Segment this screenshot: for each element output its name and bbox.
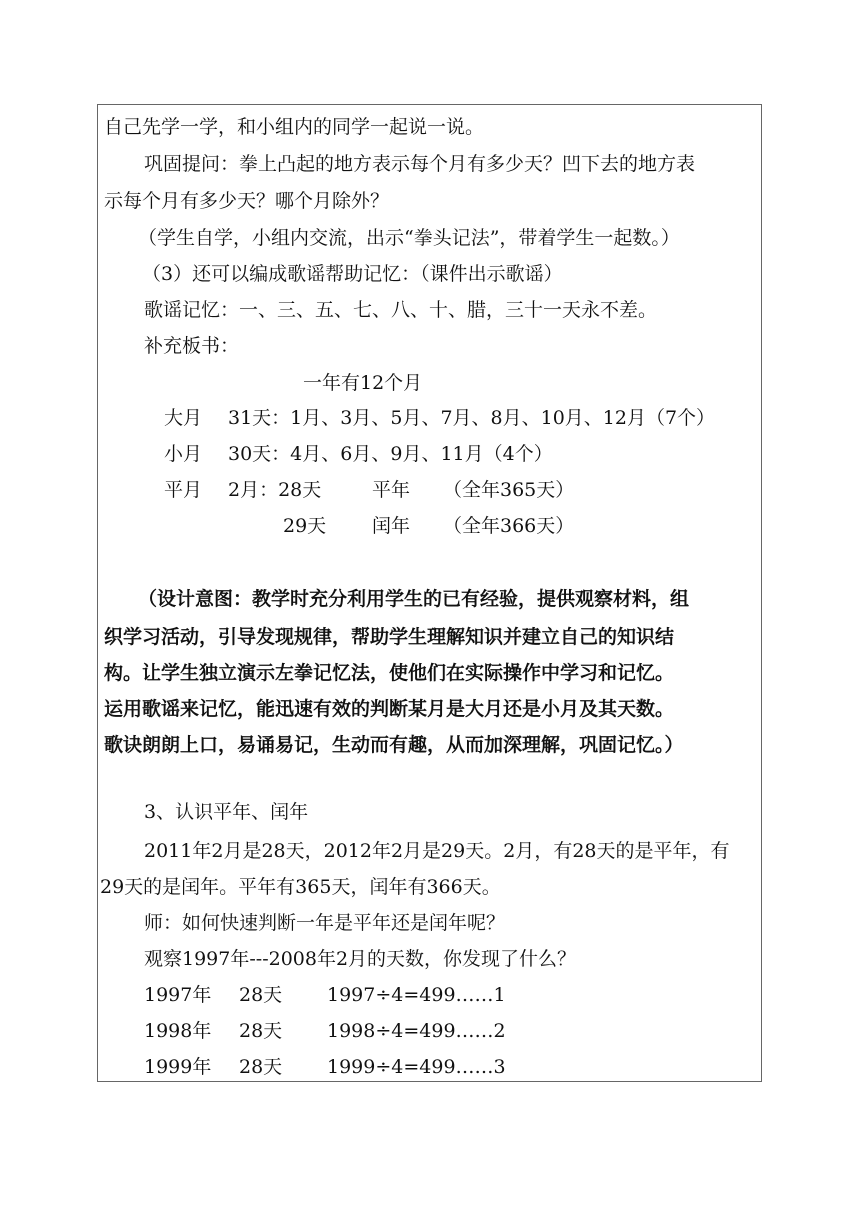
text-line: 2011年2月是28天，2012年2月是29天。2月，有28天的是平年，有 [144, 840, 730, 862]
text-line: 巩固提问：拳上凸起的地方表示每个月有多少天？凹下去的地方表 [144, 153, 696, 175]
text-line: （3）还可以编成歌谣帮助记忆：（课件出示歌谣） [142, 263, 563, 285]
section-heading: 3、认识平年、闰年 [144, 801, 309, 823]
year-row-calc: 1998÷4=499……2 [327, 1020, 506, 1042]
design-intent-line: 织学习活动，引导发现规律，帮助学生理解知识并建立自己的知识结 [104, 626, 675, 648]
year-row-days: 28天 [239, 1056, 283, 1078]
text-line: 自己先学一学，和小组内的同学一起说一说。 [104, 116, 485, 138]
board-small-month-days: 30天：4月、6月、9月、11月（4个） [228, 443, 553, 465]
text-line: 示每个月有多少天？哪个月除外？ [104, 190, 390, 212]
board-big-month-days: 31天：1月、3月、5月、7月、8月、10月、12月（7个） [228, 407, 716, 429]
board-common-year: 平年 [372, 479, 411, 501]
design-intent-line: 构。让学生独立演示左拳记忆法，使他们在实际操作中学习和记忆。 [104, 662, 675, 684]
year-row-year: 1997年 [144, 984, 212, 1006]
board-title: 一年有12个月 [303, 372, 423, 394]
design-intent-line: 歌诀朗朗上口，易诵易记，生动而有趣，从而加深理解，巩固记忆。） [104, 734, 684, 756]
board-feb-days: 2月：28天 [228, 479, 322, 501]
content-table-cell [97, 104, 762, 1082]
board-leap-days: 29天 [283, 515, 327, 537]
year-row-days: 28天 [239, 984, 283, 1006]
board-big-month-label: 大月 [164, 407, 203, 429]
board-feb-label: 平月 [164, 479, 203, 501]
year-row-calc: 1999÷4=499……3 [327, 1056, 506, 1078]
text-line: 观察1997年---2008年2月的天数，你发现了什么？ [144, 948, 577, 970]
board-leap-total: （全年366天） [443, 515, 575, 537]
year-row-year: 1999年 [144, 1056, 212, 1078]
year-row-days: 28天 [239, 1020, 283, 1042]
board-common-total: （全年365天） [443, 479, 575, 501]
text-line: 29天的是闰年。平年有365天，闰年有366天。 [100, 876, 501, 898]
text-line: 歌谣记忆：一、三、五、七、八、十、腊，三十一天永不差。 [144, 299, 658, 321]
text-line: 补充板书： [144, 335, 240, 357]
design-intent-line: （设计意图：教学时充分利用学生的已有经验，提供观察材料，组 [138, 588, 690, 610]
design-intent-line: 运用歌谣来记忆，能迅速有效的判断某月是大月还是小月及其天数。 [104, 698, 675, 720]
board-leap-year: 闰年 [372, 515, 411, 537]
year-row-year: 1998年 [144, 1020, 212, 1042]
year-row-calc: 1997÷4=499……1 [327, 984, 506, 1006]
board-small-month-label: 小月 [164, 443, 203, 465]
teacher-question: 师：如何快速判断一年是平年还是闰年呢？ [144, 912, 506, 934]
text-line: （学生自学，小组内交流，出示“拳头记法”，带着学生一起数。） [138, 227, 680, 249]
